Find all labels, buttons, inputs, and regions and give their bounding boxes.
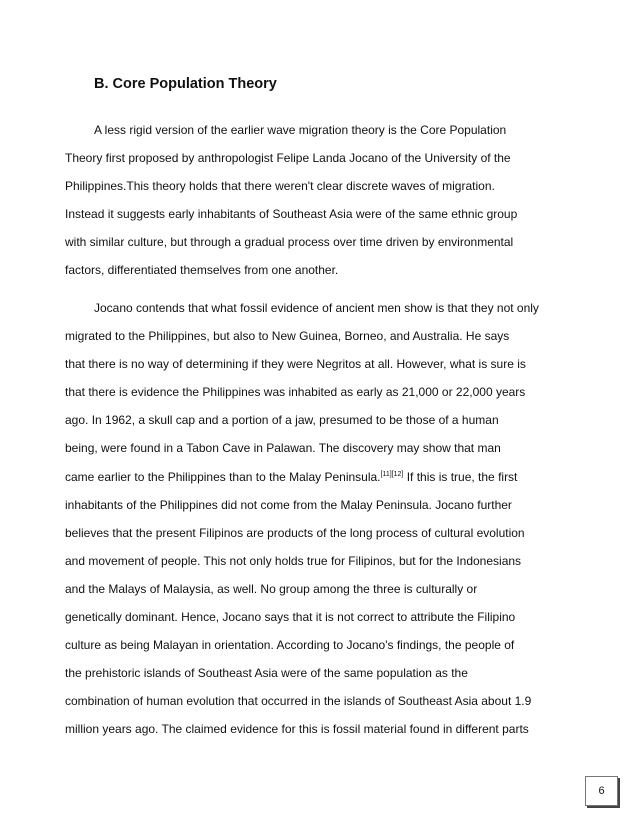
- text-line: Jocano contends that what fossil evidence of ancient men show is that they not only: [94, 300, 539, 315]
- text-line: with similar culture, but through a gradual process over time driven by environmental: [65, 235, 514, 250]
- text-line: ago. In 1962, a skull cap and a portion of a jaw, presumed to be those of a human: [65, 413, 499, 428]
- text-segment: If this is true, the first: [403, 469, 518, 484]
- text-line: that there is no way of determining if they were Negritos at all. However, what is sure is: [65, 357, 526, 372]
- text-line: A less rigid version of the earlier wave migration theory is the Core Population: [94, 123, 507, 137]
- text-line: combination of human evolution that occurred in the islands of Southeast Asia about 1.9: [65, 694, 532, 709]
- text-line: Philippines.This theory holds that there weren't clear discrete waves of migration.: [65, 179, 495, 194]
- section-heading: B. Core Population Theory: [94, 76, 277, 92]
- text-segment: came earlier to the Philippines than to the Malay Peninsula.: [65, 469, 381, 484]
- text-line: and the Malays of Malaysia, as well. No group among the three is culturally or: [65, 581, 478, 596]
- text-line: [65, 463, 555, 491]
- text-line: that there is evidence the Philippines was inhabited as early as 21,000 or 22,000 years: [65, 385, 526, 400]
- footnote-reference[interactable]: [11][12]: [380, 470, 404, 478]
- text-line: the prehistoric islands of Southeast Asia were of the same population as the: [65, 666, 468, 681]
- text-line: inhabitants of the Philippines did not come from the Malay Peninsula. Jocano further: [65, 497, 512, 512]
- text-line: genetically dominant. Hence, Jocano says that it is not correct to attribute the Filipino: [65, 609, 516, 624]
- page-number-label: 6: [598, 785, 605, 797]
- text-line: million years ago. The claimed evidence for this is fossil material found in different parts: [65, 722, 529, 737]
- text-line: Theory first proposed by anthropologist Felipe Landa Jocano of the University of the: [65, 151, 511, 166]
- body-text: [65, 116, 555, 743]
- text-line: Instead it suggests early inhabitants of Southeast Asia were of the same ethnic group: [65, 207, 518, 222]
- page-number: [585, 776, 618, 806]
- text-line: being, were found in a Tabon Cave in Palawan. The discovery may show that man: [65, 441, 501, 456]
- text-line: factors, differentiated themselves from one another.: [65, 263, 339, 278]
- text-line: and movement of people. This not only holds true for Filipinos, but for the Indonesians: [65, 553, 522, 568]
- text-line: believes that the present Filipinos are products of the long process of cultural evolution: [65, 525, 525, 540]
- paragraph-2: [65, 294, 555, 744]
- paragraph-1: [65, 116, 555, 285]
- text-line: migrated to the Philippines, but also to New Guinea, Borneo, and Australia. He says: [65, 329, 510, 344]
- text-line: culture as being Malayan in orientation. According to Jocano's findings, the people of: [65, 638, 515, 653]
